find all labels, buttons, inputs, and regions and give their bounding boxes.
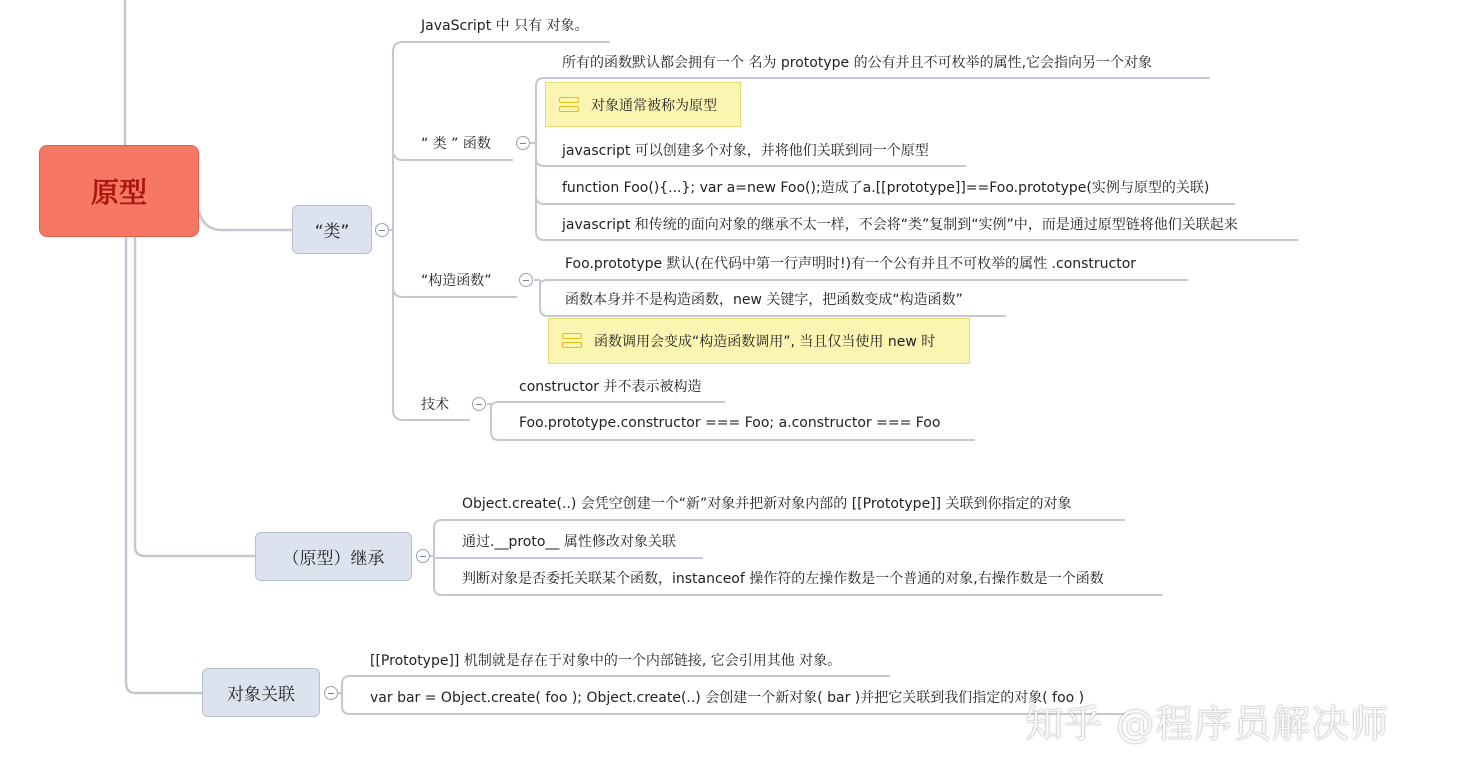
constructor-topic[interactable]: “构造函数” (421, 273, 492, 289)
watermark: 知乎 @程序员解决师 (1025, 702, 1390, 746)
association-item[interactable]: [[Prototype]] 机制就是存在于对象中的一个内部链接, 它会引用其他 对象。 (370, 653, 842, 669)
branch-association[interactable] (202, 668, 320, 717)
branch-inheritance[interactable] (255, 532, 412, 581)
note-icon (559, 97, 579, 113)
branch-association-label: 对象关联 (227, 685, 295, 705)
collapse-toggle-icon[interactable] (516, 136, 530, 150)
note-icon (562, 333, 582, 349)
collapse-toggle-icon[interactable] (416, 549, 430, 563)
class-function-item[interactable]: function Foo(){...}; var a=new Foo();造成了a.[[prototype]]==Foo.prototype(实例与原型的关联) (562, 180, 1210, 196)
branch-class-label: “类” (314, 222, 350, 242)
note-card[interactable] (545, 82, 741, 127)
note-text: 函数调用会变成“构造函数调用”, 当且仅当使用 new 时 (594, 334, 936, 350)
constructor-item[interactable]: 函数本身并不是构造函数，new 关键字，把函数变成“构造函数” (565, 292, 963, 308)
inheritance-item[interactable]: Object.create(..) 会凭空创建一个“新”对象并把新对象内部的 [[Prototype]] 关联到你指定的对象 (462, 496, 1072, 512)
technique-topic[interactable]: 技术 (421, 397, 449, 413)
collapse-toggle-icon[interactable] (472, 397, 486, 411)
technique-item[interactable]: Foo.prototype.constructor === Foo; a.constructor === Foo (519, 415, 941, 431)
class-intro[interactable]: JavaScript 中 只有 对象。 (421, 18, 589, 34)
class-function-item[interactable]: javascript 可以创建多个对象，并将他们关联到同一个原型 (562, 143, 929, 159)
branch-inheritance-label: （原型）继承 (282, 549, 385, 569)
root-title: 原型 (90, 176, 147, 209)
class-function-topic[interactable]: “ 类 ” 函数 (421, 136, 491, 152)
note-text: 对象通常被称为原型 (591, 97, 717, 114)
class-function-item[interactable]: javascript 和传统的面向对象的继承不太一样，不会将“类”复制到“实例”中，而是通过原型链将他们关联起来 (562, 217, 1238, 233)
constructor-item[interactable]: Foo.prototype 默认(在代码中第一行声明时!)有一个公有并且不可枚举的属性 .constructor (565, 256, 1137, 272)
collapse-toggle-icon[interactable] (519, 273, 533, 287)
branch-class[interactable] (292, 205, 372, 254)
note-card[interactable] (548, 318, 970, 364)
association-item[interactable]: var bar = Object.create( foo ); Object.create(..) 会创建一个新对象( bar )并把它关联到我们指定的对象( foo ) (370, 690, 1085, 706)
collapse-toggle-icon[interactable] (375, 223, 389, 237)
class-function-item[interactable]: 所有的函数默认都会拥有一个 名为 prototype 的公有并且不可枚举的属性,它会指向另一个对象 (562, 55, 1153, 71)
root-topic[interactable] (39, 145, 199, 237)
inheritance-item[interactable]: 判断对象是否委托关联某个函数，instanceof 操作符的左操作数是一个普通的对象,右操作数是一个函数 (462, 571, 1104, 587)
technique-item[interactable]: constructor 并不表示被构造 (519, 379, 702, 395)
inheritance-item[interactable]: 通过.__proto__ 属性修改对象关联 (462, 534, 676, 550)
collapse-toggle-icon[interactable] (324, 686, 338, 700)
